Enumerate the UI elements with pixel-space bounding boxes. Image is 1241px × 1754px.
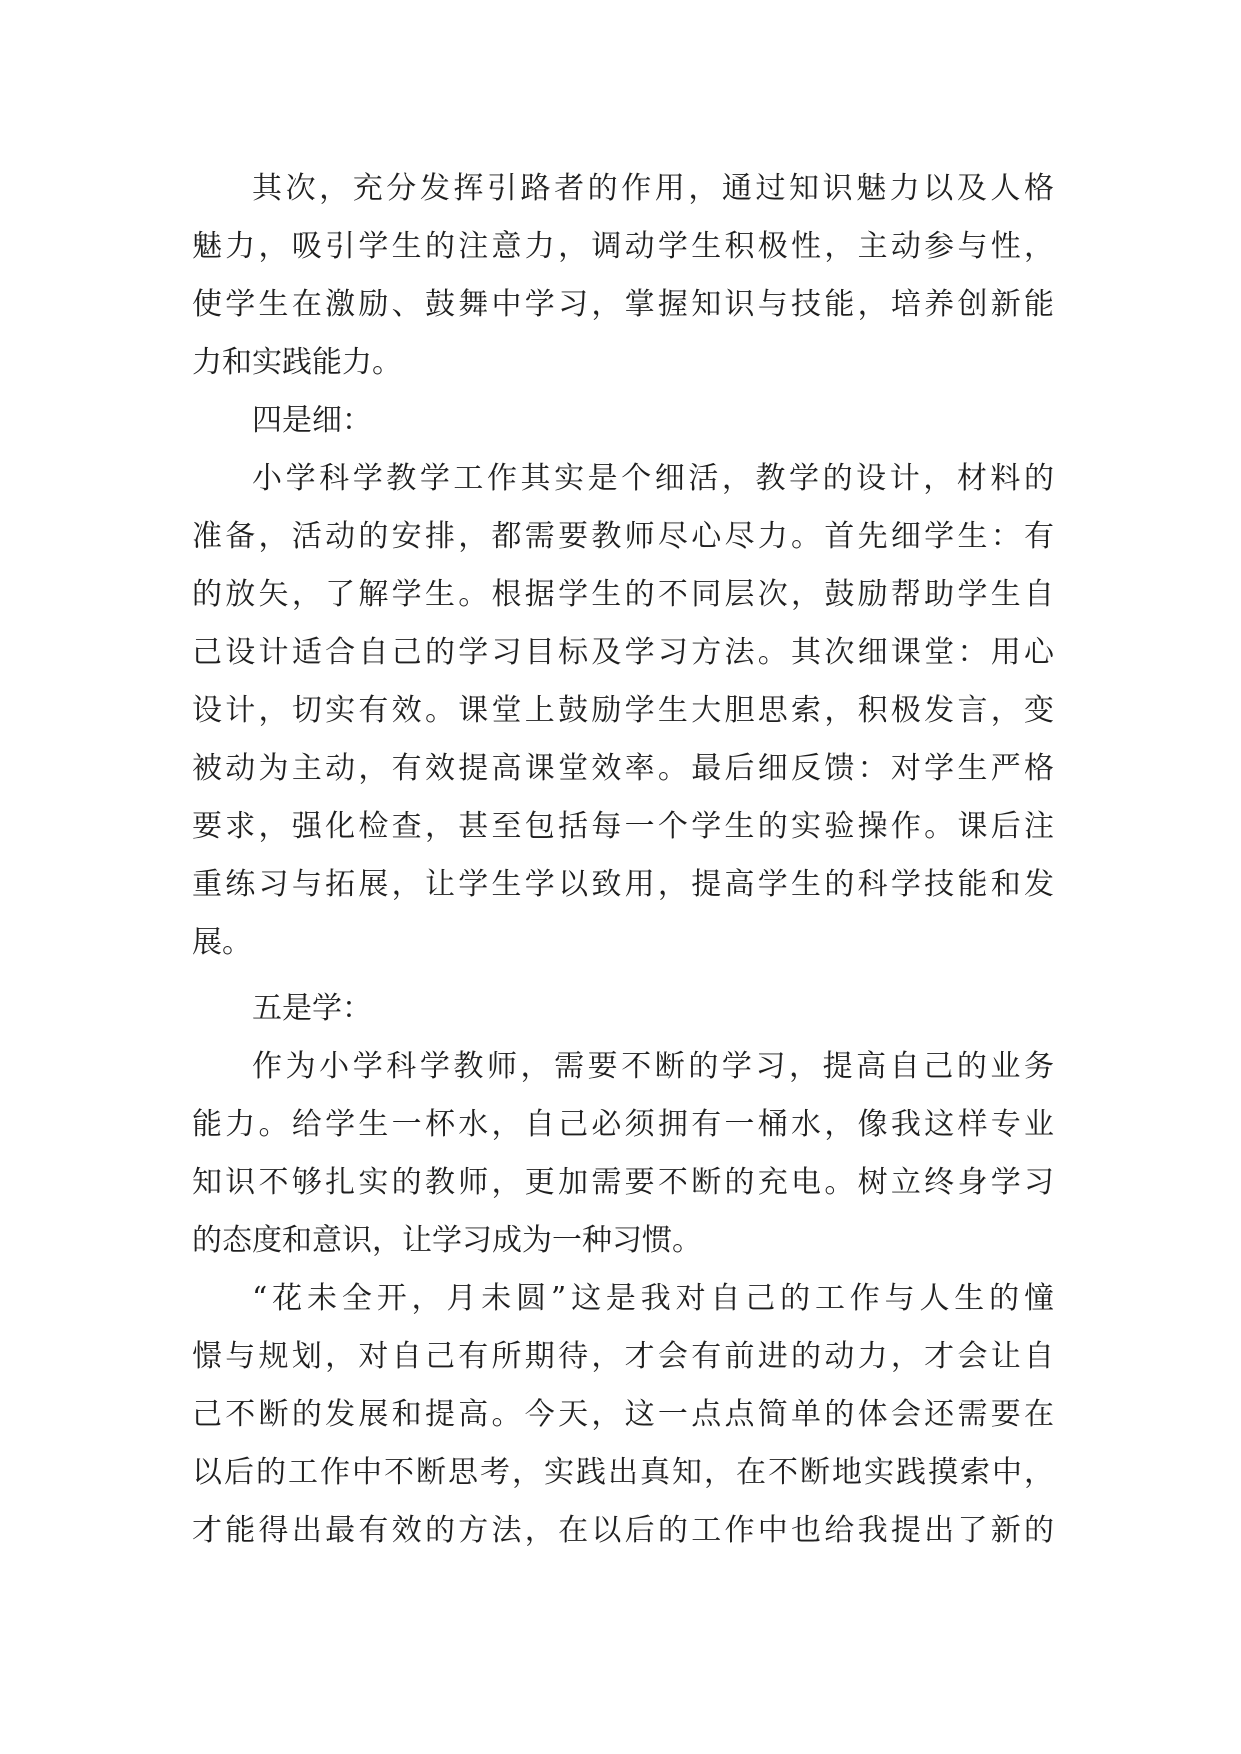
paragraph-line: 使学生在激励、鼓舞中学习，掌握知识与技能，培养创新能 <box>192 287 1054 322</box>
paragraph-line: 其次，充分发挥引路者的作用，通过知识魅力以及人格 <box>252 171 1054 206</box>
paragraph-line: 作为小学科学教师，需要不断的学习，提高自己的业务 <box>252 1049 1054 1084</box>
paragraph-line: 己不断的发展和提高。今天，这一点点简单的体会还需要在 <box>192 1397 1054 1432</box>
paragraph-line: 魅力，吸引学生的注意力，调动学生积极性，主动参与性， <box>192 229 1054 264</box>
paragraph-line: 能力。给学生一杯水，自己必须拥有一桶水，像我这样专业 <box>192 1107 1054 1142</box>
paragraph-line: 的态度和意识，让学习成为一种习惯。 <box>192 1223 702 1258</box>
spacer <box>192 972 1054 980</box>
section-heading: 五是学： <box>252 991 372 1026</box>
paragraph-line: 准备，活动的安排，都需要教师尽心尽力。首先细学生：有 <box>192 519 1054 554</box>
paragraph-line: 的放矢，了解学生。根据学生的不同层次，鼓励帮助学生自 <box>192 577 1054 612</box>
paragraph-line: 小学科学教学工作其实是个细活，教学的设计，材料的 <box>252 461 1054 496</box>
paragraph-line: 己设计适合自己的学习目标及学习方法。其次细课堂：用心 <box>192 635 1054 670</box>
document-body <box>192 160 1054 1560</box>
paragraph-line: 展。 <box>192 925 252 960</box>
paragraph-line: 力和实践能力。 <box>192 345 402 380</box>
paragraph-line: 知识不够扎实的教师，更加需要不断的充电。树立终身学习 <box>192 1165 1054 1200</box>
paragraph-line: 设计，切实有效。课堂上鼓励学生大胆思索，积极发言，变 <box>192 693 1054 728</box>
paragraph-line: 重练习与拓展，让学生学以致用，提高学生的科学技能和发 <box>192 867 1054 902</box>
paragraph-line: 憬与规划，对自己有所期待，才会有前进的动力，才会让自 <box>192 1339 1054 1374</box>
section-heading: 四是细： <box>252 403 372 438</box>
paragraph-line: 要求，强化检查，甚至包括每一个学生的实验操作。课后注 <box>192 809 1054 844</box>
paragraph-line: 被动为主动，有效提高课堂效率。最后细反馈：对学生严格 <box>192 751 1054 786</box>
paragraph-line: 才能得出最有效的方法，在以后的工作中也给我提出了新的 <box>192 1513 1054 1548</box>
paragraph-line: 以后的工作中不断思考，实践出真知，在不断地实践摸索中， <box>192 1455 1054 1490</box>
paragraph-line: “花未全开，月未圆”这是我对自己的工作与人生的憧 <box>252 1281 1054 1316</box>
